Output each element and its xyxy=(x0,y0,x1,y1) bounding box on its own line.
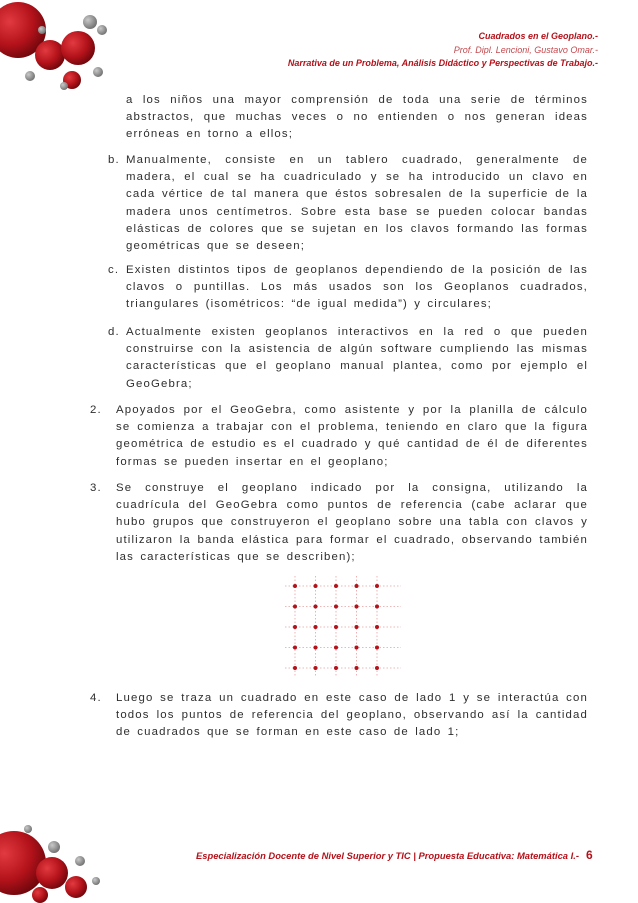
header-subtitle: Narrativa de un Problema, Análisis Didáctico y Perspectivas de Trabajo.- xyxy=(287,58,598,68)
geoplano-dot xyxy=(375,646,379,650)
geoplano-dot xyxy=(293,625,297,629)
list-label: 2. xyxy=(90,404,102,416)
geoplano-dot xyxy=(293,646,297,650)
geoplano-dot xyxy=(334,605,338,609)
header-title: Cuadrados en el Geoplano.- xyxy=(478,31,598,41)
list-label: 3. xyxy=(90,482,102,494)
geoplano-dot xyxy=(334,625,338,629)
page-footer: Especialización Docente de Nivel Superior y TIC | Propuesta Educativa: Matemática I.- xyxy=(196,850,579,861)
list-item-2 xyxy=(90,402,588,471)
list-item-4 xyxy=(90,690,588,742)
list-item-text: Existen distintos tipos de geoplanos dependiendo de la posición de las clavos o puntillas. Los más usados son los Geoplanos cuadrados, triangulares (isométricos: “de igual medida”) y circulares; xyxy=(126,264,588,311)
geoplano-dot xyxy=(334,584,338,588)
list-label: c. xyxy=(108,264,120,276)
geoplano-dot xyxy=(314,605,318,609)
geoplano-dot xyxy=(355,646,359,650)
geoplano-dot xyxy=(314,625,318,629)
list-item-text: Manualmente, consiste en un tablero cuadrado, generalmente de madera, el cual se ha cuadriculado y se ha introducido un clavo en cada vértice de tal manera que éstos sobresalen de la superficie de la madera unos centímetros. Sobre esta base se pueden colocar bandas elásticas de colores que se sujetan en los clavos formando las formas geométricas que se deseen; xyxy=(126,154,588,253)
geoplano-dot xyxy=(293,605,297,609)
geoplano-dot xyxy=(334,666,338,670)
list-item-text: Se construye el geoplano indicado por la consigna, utilizando la cuadrícula del GeoGebra como puntos de referencia (cabe aclarar que hubo grupos que construyeron el geoplano sobre una tabla con clavos y utilizaron la banda elástica para formar el cuadrado, observando también las características que se describen); xyxy=(116,482,588,563)
list-label: b. xyxy=(108,154,120,166)
geoplano-dot xyxy=(314,584,318,588)
geoplano-dot xyxy=(314,666,318,670)
geoplano-dot xyxy=(375,605,379,609)
intro-continuation: a los niños una mayor comprensión de toda una serie de términos abstractos, que muchas veces o no entienden o nos generan ideas erróneas en torno a ellos; xyxy=(126,94,588,141)
geoplano-dot xyxy=(355,584,359,588)
geoplano-figure xyxy=(283,574,403,678)
geoplano-dot xyxy=(334,646,338,650)
list-label: d. xyxy=(108,326,120,338)
geoplano-dot xyxy=(355,605,359,609)
page-number: 6 xyxy=(586,848,593,862)
list-label: 4. xyxy=(90,692,102,704)
geoplano-dot xyxy=(375,666,379,670)
geoplano-dot xyxy=(355,666,359,670)
geoplano-dot xyxy=(355,625,359,629)
list-item-text: Apoyados por el GeoGebra, como asistente y por la planilla de cálculo se comienza a trabajar con el problema, teniendo en claro que la figura geométrica de estudio es el cuadrado y qué cantidad de él de diferentes formas se pueden insertar en el geoplano; xyxy=(116,404,588,468)
list-item-text: Actualmente existen geoplanos interactivos en la red o que pueden construirse con la asistencia de algún software cumpliendo las mismas características que el geoplano manual plantea, como por ejemplo el GeoGebra; xyxy=(126,326,588,390)
list-item-3 xyxy=(90,480,588,566)
list-item-b xyxy=(108,152,588,255)
geoplano-dot xyxy=(375,584,379,588)
list-item-text: Luego se traza un cuadrado en este caso de lado 1 y se interactúa con todos los puntos de referencia del geoplano, observando así la cantidad de cuadrados que se forman en este caso de lado 1; xyxy=(116,692,588,739)
geoplano-dot xyxy=(314,646,318,650)
list-item-d xyxy=(108,324,588,393)
geoplano-dot xyxy=(293,666,297,670)
geoplano-dot xyxy=(293,584,297,588)
geoplano-dot xyxy=(375,625,379,629)
header-author: Prof. Dipl. Lencioni, Gustavo Omar.- xyxy=(453,44,598,55)
list-item-c xyxy=(108,262,588,314)
